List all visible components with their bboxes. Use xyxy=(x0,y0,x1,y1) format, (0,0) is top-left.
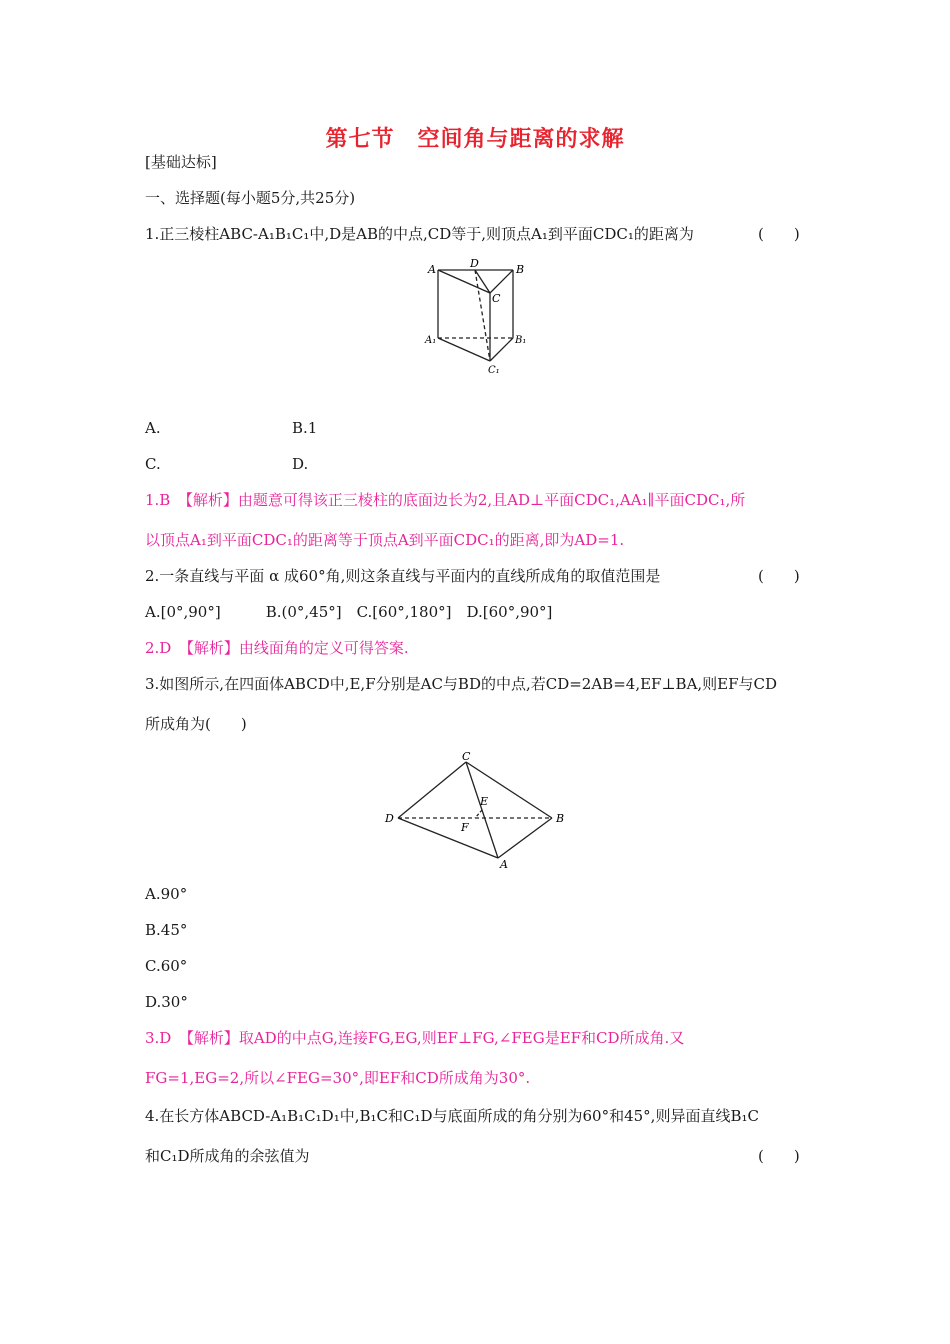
tetrahedron-figure xyxy=(380,750,575,875)
question-1-option-a: A. xyxy=(145,419,161,437)
page-title: 第七节 空间角与距离的求解 xyxy=(325,127,625,152)
question-2-solution: 2.D 【解析】由线面角的定义可得答案. xyxy=(145,639,409,657)
label-B: B xyxy=(556,812,565,825)
label-A1: A₁ xyxy=(425,335,437,346)
question-3-stem-line-1: 3.如图所示,在四面体ABCD中,E,F分别是AC与BD的中点,若CD=2AB=4,EF⊥BA,则EF与CD xyxy=(145,675,778,693)
label-A: A xyxy=(500,858,508,871)
question-3-solution-line-1: 3.D 【解析】取AD的中点G,连接FG,EG,则EF⊥FG,∠FEG是EF和CD所成角.又 xyxy=(145,1029,685,1047)
question-3-stem-line-2: 所成角为( ) xyxy=(145,715,247,733)
label-D: D xyxy=(385,812,394,825)
prism-figure xyxy=(420,255,535,380)
label-B: B xyxy=(516,263,525,276)
question-4-stem-line-1: 4.在长方体ABCD-A₁B₁C₁D₁中,B₁C和C₁D与底面所成的角分别为60°和45°,则异面直线B₁C xyxy=(145,1107,759,1125)
label-C: C xyxy=(492,292,501,305)
question-3-solution-line-2: FG=1,EG=2,所以∠FEG=30°,即EF和CD所成角为30°. xyxy=(145,1069,531,1087)
question-1-option-c: C. xyxy=(145,455,161,473)
question-2-answer-blank: ( ) xyxy=(758,567,800,585)
question-2-stem: 2.一条直线与平面 α 成60°角,则这条直线与平面内的直线所成角的取值范围是 xyxy=(145,567,661,585)
question-1-option-d: D. xyxy=(292,455,309,473)
label-B1: B₁ xyxy=(515,335,527,346)
question-1-answer-blank: ( ) xyxy=(758,225,800,243)
label-F: F xyxy=(461,821,469,834)
part-heading: 一、选择题(每小题5分,共25分) xyxy=(145,189,356,207)
question-1-solution-line-1: 1.B 【解析】由题意可得该正三棱柱的底面边长为2,且AD⊥平面CDC₁,AA₁∥平面CDC₁,所 xyxy=(145,491,746,509)
label-C1: C₁ xyxy=(488,365,500,376)
question-1-option-b: B.1 xyxy=(292,419,318,437)
question-3-option-d: D.30° xyxy=(145,993,188,1011)
question-3-option-a: A.90° xyxy=(145,885,188,903)
question-3-option-c: C.60° xyxy=(145,957,188,975)
question-2-options: A.[0°,90°] B.(0°,45°] C.[60°,180°] D.[60°,90°] xyxy=(145,603,553,621)
question-4-answer-blank: ( ) xyxy=(758,1147,800,1165)
question-3-option-b: B.45° xyxy=(145,921,188,939)
section-label: [基础达标] xyxy=(145,153,217,171)
label-A: A xyxy=(428,263,436,276)
label-D: D xyxy=(470,257,479,270)
question-1-stem: 1.正三棱柱ABC-A₁B₁C₁中,D是AB的中点,CD等于,则顶点A₁到平面CDC₁的距离为 xyxy=(145,225,694,243)
question-1-solution-line-2: 以顶点A₁到平面CDC₁的距离等于顶点A到平面CDC₁的距离,即为AD=1. xyxy=(145,531,625,549)
question-4-stem-line-2: 和C₁D所成角的余弦值为 xyxy=(145,1147,310,1165)
label-E: E xyxy=(480,795,489,808)
label-C: C xyxy=(462,750,471,763)
